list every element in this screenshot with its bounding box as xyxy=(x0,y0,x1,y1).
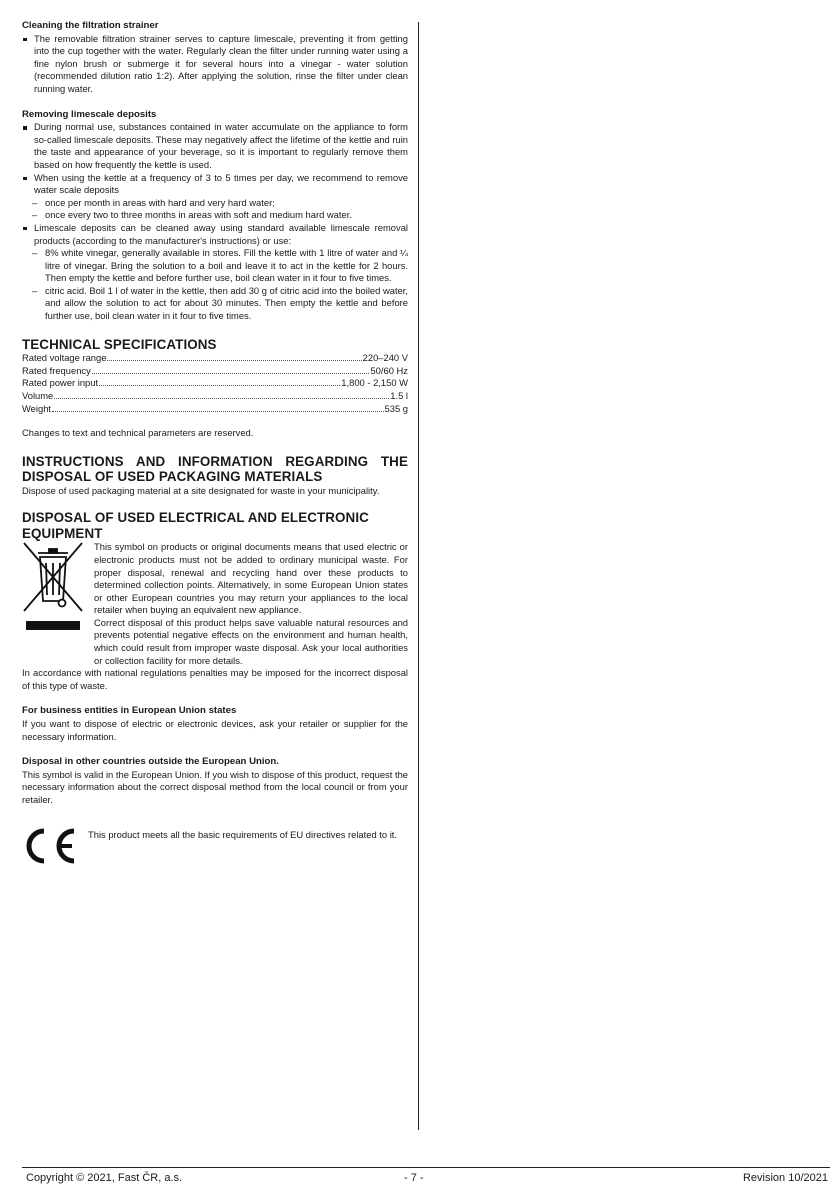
sub-list-item: – citric acid. Boil 1 l of water in the kettle, then add 30 g of citric acid into the boiled water, and allow the solution to act for about 30 minutes. Then empty the kettle and before further use, boil clean water in it four to five times. xyxy=(22,285,408,323)
list-item: During normal use, substances contained in water accumulate on the appliance to form so-called limescale deposits. These may negatively affect the lifetime of the kettle and ruin the taste and appearance of your beverage, so it is important to regularly remove them based on how frequently the kettle is used. xyxy=(22,121,408,171)
weee-heading-line1: DISPOSAL OF USED ELECTRICAL AND ELECTRONIC xyxy=(22,510,369,526)
dot-leader xyxy=(52,411,384,412)
weee-text-1: This symbol on products or original documents means that used electric or electronic products must not be added to ordinary municipal waste. For proper disposal, renewal and recycling hand over these products to determined collection points. Alternatively, in some European Union states or other European countries you may return your appliances to the local retailer when buying an equivalent new appliance. xyxy=(94,541,408,616)
spec-row xyxy=(22,377,408,390)
footer-divider xyxy=(22,1167,830,1168)
crossed-bin-icon xyxy=(22,541,84,631)
weee-text-2a xyxy=(94,617,408,667)
sub-list-item: – 8% white vinegar, generally available in stores. Fill the kettle with 1 litre of water and ¼ litre of vinegar. Bring the solution to a boil and leave it to act in the kettle for 2 hours. Then empty the kettle and before further use, boil clean water in it four to five times. xyxy=(22,247,408,285)
spec-label: Weight xyxy=(22,402,52,414)
dot-leader xyxy=(99,385,340,386)
weee-block xyxy=(22,541,408,667)
sub-list-item: – once per month in areas with hard and very hard water; xyxy=(22,197,408,210)
list-item: The removable filtration strainer serves to capture limescale, preventing it from getting into the cup together with the water. Regularly clean the filter under running water using a fine nylon brush or submerge it for several hours into a vinegar - water solution (recommended dilution ratio 1:2). After applying the solution, rinse the filter under clean running water. xyxy=(22,33,408,96)
remedy-sublist xyxy=(22,247,408,323)
spec-label: Rated voltage range xyxy=(22,352,107,364)
list-item xyxy=(22,172,408,197)
spec-row xyxy=(22,365,408,378)
spec-label: Rated frequency xyxy=(22,364,91,376)
frequency-sublist xyxy=(22,197,408,222)
packaging-heading-line1: INSTRUCTIONS AND INFORMATION REGARDING THE xyxy=(22,453,408,469)
packaging-heading-line2: DISPOSAL OF USED PACKAGING MATERIALS xyxy=(22,469,323,485)
outside-eu-text: This symbol is valid in the European Union. If you wish to dispose of this product, request the necessary information about the correct disposal method from the local council or from your retailer. xyxy=(22,768,408,805)
column-divider xyxy=(418,22,419,1130)
business-heading: For business entities in European Union states xyxy=(22,705,237,717)
limescale-heading: Removing limescale deposits xyxy=(22,108,157,120)
weee-heading-line2: EQUIPMENT xyxy=(22,525,103,541)
spec-value: 220–240 V xyxy=(362,352,408,364)
dot-leader xyxy=(54,398,389,399)
ce-block xyxy=(22,829,408,865)
footer-revision: Revision 10/2021 xyxy=(742,1172,828,1184)
page-number: - 7 - xyxy=(404,1172,424,1184)
spec-row xyxy=(22,390,408,403)
spec-row xyxy=(22,403,408,416)
ce-mark-icon xyxy=(22,827,78,865)
cleaning-list xyxy=(22,33,408,96)
spec-value: 50/60 Hz xyxy=(370,364,408,376)
limescale-list xyxy=(22,121,408,197)
spec-row xyxy=(22,352,408,365)
weee-text-2: Correct disposal of this product helps save valuable natural resources and prevents potential negative effects on the environment and human health, which could result from improper waste disposal. Ask your local authorities or collection facility for more details. xyxy=(94,616,408,666)
packaging-text: Dispose of used packaging material at a site designated for waste in your municipality. xyxy=(22,484,380,496)
spec-value: 535 g xyxy=(384,402,408,414)
weee-text-3: In accordance with national regulations penalties may be imposed for the incorrect disposal of this type of waste. xyxy=(22,667,408,691)
ce-text: This product meets all the basic requirements of EU directives related to it. xyxy=(88,828,397,840)
business-text: If you want to dispose of electric or electronic devices, ask your retailer or supplier for the necessary information. xyxy=(22,718,408,742)
specs-note: Changes to text and technical parameters are reserved. xyxy=(22,427,254,439)
list-item: Limescale deposits can be cleaned away using standard available limescale removal products (according to the manufacturer's instructions) or use: xyxy=(22,222,408,247)
dot-leader xyxy=(107,360,361,361)
spec-label: Volume xyxy=(22,389,54,401)
outside-eu-heading: Disposal in other countries outside the European Union. xyxy=(22,756,279,768)
spec-value: 1,800 - 2,150 W xyxy=(341,377,408,389)
spec-value: 1.5 l xyxy=(390,389,408,401)
footer-copyright: Copyright © 2021, Fast ČR, a.s. xyxy=(26,1172,183,1184)
specs-table xyxy=(22,352,408,415)
spec-label: Rated power input xyxy=(22,377,99,389)
list-item-text: When using the kettle at a frequency of 3 to 5 times per day, we recommend to remove water scale deposits xyxy=(34,171,408,196)
left-column xyxy=(22,20,408,865)
sub-list-item: – once every two to three months in areas with soft and medium hard water. xyxy=(22,209,408,222)
limescale-list-2 xyxy=(22,222,408,247)
cleaning-heading: Cleaning the filtration strainer xyxy=(22,20,159,31)
specs-heading: TECHNICAL SPECIFICATIONS xyxy=(22,336,217,352)
dot-leader xyxy=(92,373,370,374)
